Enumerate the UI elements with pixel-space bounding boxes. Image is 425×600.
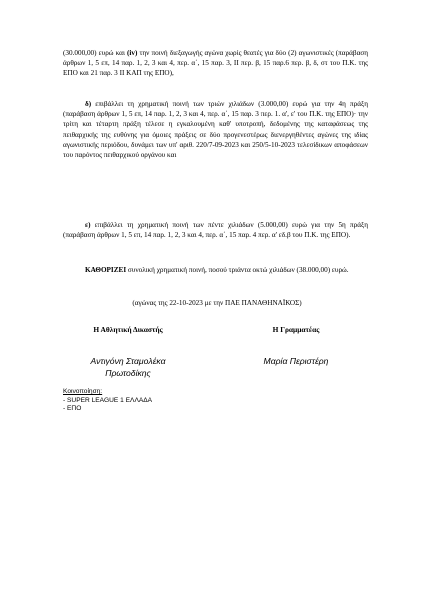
judge-name-line1: Αντιγόνη Σταμολέκα xyxy=(90,356,166,366)
marker-e: ε) xyxy=(85,221,91,229)
judge-name xyxy=(48,355,208,379)
judge-title: Η Αθλητική Δικαστής xyxy=(93,325,163,334)
paragraph-total-penalty: ΚΑΘΟΡΙΖΕΙ συνολική χρηματική ποινή, ποσού τριάντα οκτώ χιλιάδων (38.000,00) ευρώ. xyxy=(85,266,349,274)
paragraph-penalty-iv: (30.000,00) ευρώ και (iv) την ποινή διεξαγωγής αγώνα χωρίς θεατές για δύο (2) αγωνιστικές (παράβαση άρθρων 1, 5 επ, 14 παρ. 1, 2, 3 και 4, περ. α΄, 15 παρ. 3, ΙΙ περ. β, 15 παρ.6 περ. β, δ, στ του Π.Κ. της ΕΠΟ και 21 παρ. 3 ΙΙ ΚΑΠ της ΕΠΟ), xyxy=(63,49,368,78)
notification-item-super-league: - SUPER LEAGUE 1 ΕΛΛΑΔΑ xyxy=(63,396,153,404)
match-line: (αγώνας της 22-10-2023 με την ΠΑΕ ΠΑΝΑΘΗΝΑΪΚΟΣ) xyxy=(132,299,302,307)
marker-kathorizei: ΚΑΘΟΡΙΖΕΙ xyxy=(85,266,127,274)
notification-block xyxy=(63,388,152,414)
notification-item-epo: - ΕΠΟ xyxy=(63,405,82,413)
marker-d: δ) xyxy=(85,100,92,108)
notification-heading: Κοινοποίηση: xyxy=(63,388,103,395)
paragraph-penalty-e: ε) επιβάλλει τη χρηματική ποινή των πέντε χιλιάδων (5.000,00) ευρώ για την 5η πράξη (παράβαση άρθρων 1, 5 επ, 14 παρ. 1, 2, 3 και 4, περ. α΄, 15 παρ. 4 περ. α' εδ.β του Π.Κ. της ΕΠΟ). xyxy=(63,221,368,240)
secretary-title: Η Γραμματέας xyxy=(272,325,320,334)
judge-rank: Πρωτοδίκης xyxy=(105,368,151,378)
marker-iv: (iv) xyxy=(126,49,138,57)
paragraph-penalty-d: δ) επιβάλλει τη χρηματική ποινή των τριών χιλιάδων (3.000,00) ευρώ για την 4η πράξη (παράβαση άρθρων 1, 5 επ, 14 παρ. 1, 2, 3 και 4, περ. α΄, 15 παρ. 3 περ. 1. α', ε' του Π.Κ. της ΕΠΟ)· την τρίτη και τέταρτη πράξη τέλεσε η εγκαλουμένη καθ' υποτροπή, δεδομένης της καταφάσεως της πειθαρχικής της ευθύνης για όμοιες πράξεις σε δύο προγενεστέρως διενεργηθέντες αγώνες της ιδίας αγωνιστικής περιόδου, δυνάμει των υπ' αριθ. 220/7-09-2023 και 250/5-10-2023 τελεσίδικων αποφάσεων του παρόντος πειθαρχικού οργάνου και xyxy=(63,100,368,160)
secretary-name: Μαρία Περιστέρη xyxy=(263,356,329,366)
